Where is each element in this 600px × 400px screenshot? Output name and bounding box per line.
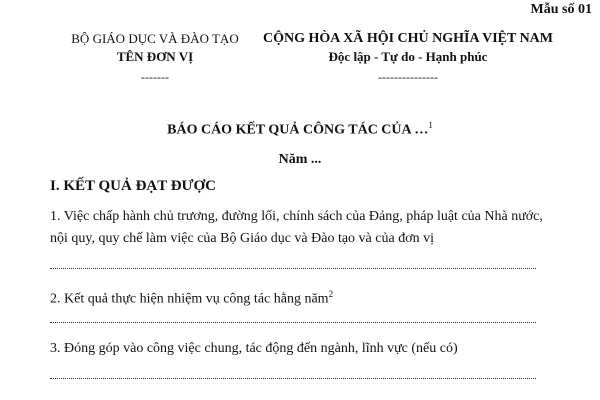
fill-in-line-2 [50, 322, 536, 323]
item-2 [50, 283, 333, 311]
report-title-footnote: 1 [428, 120, 433, 130]
left-header-separator: ------- [141, 70, 169, 84]
unit-name: TÊN ĐƠN VỊ [116, 49, 194, 64]
fill-in-line-1 [50, 268, 536, 269]
item-2-text: 2. Kết quả thực hiện nhiệm vụ công tác hằng năm [50, 291, 329, 307]
ministry-name: BỘ GIÁO DỤC VÀ ĐÀO TẠO [71, 31, 239, 46]
section-heading: I. KẾT QUẢ ĐẠT ĐƯỢC [50, 178, 216, 194]
country-name: CỘNG HÒA XÃ HỘI CHỦ NGHĨA VIỆT NAM [262, 31, 553, 46]
item-3: 3. Đóng góp vào công việc chung, tác động đến ngành, lĩnh vực (nếu có) [50, 341, 458, 356]
item-1-line-2: nội quy, quy chế làm việc của Bộ Giáo dục và Đào tạo và của đơn vị [50, 231, 434, 246]
item-2-footnote: 2 [328, 289, 334, 299]
right-header-separator: --------------- [378, 70, 438, 84]
report-title-text: BÁO CÁO KẾT QUẢ CÔNG TÁC CỦA … [167, 122, 429, 138]
report-title [0, 120, 600, 139]
form-number: Mẫu số 01 [530, 2, 592, 17]
fill-in-line-3 [50, 378, 536, 379]
item-1-line-1: 1. Việc chấp hành chủ trương, đường lối, chính sách của Đảng, pháp luật của Nhà nước, [50, 209, 543, 224]
report-year: Năm ... [278, 152, 322, 167]
national-motto: Độc lập - Tự do - Hạnh phúc [328, 49, 488, 64]
